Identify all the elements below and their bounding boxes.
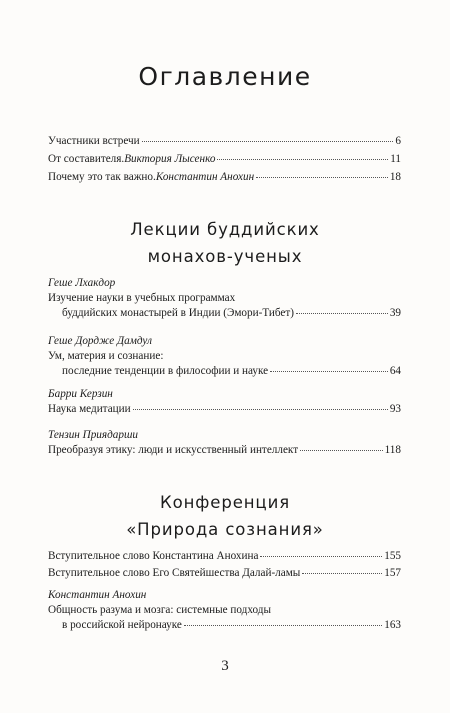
entry-page: 118 (384, 444, 401, 456)
entry-title-line: в российской нейронауке (62, 619, 182, 631)
entry-title-line: последние тенденции в философии и науке (62, 365, 269, 377)
entry-label: От составителя. (48, 153, 125, 165)
toc-entry-kerzin[interactable] (48, 387, 401, 417)
toc-entry-compiler[interactable] (48, 152, 401, 167)
entry-author: Виктория Лысенко (124, 153, 216, 165)
toc-entry-anokhin-opening[interactable] (48, 549, 401, 564)
section-heading-conference (0, 489, 450, 543)
entry-label: Участники встречи (48, 135, 140, 147)
entry-title-line: Вступительное слово Его Святейшества Далай-ламы (48, 567, 301, 579)
dot-leader (133, 409, 388, 410)
toc-entry-damdul[interactable] (48, 334, 401, 379)
section-heading-line: Конференция (159, 493, 291, 512)
section-heading-line: Лекции буддийских (130, 220, 320, 239)
dot-leader (217, 159, 388, 160)
dot-leader (270, 371, 388, 372)
entry-page: 39 (389, 307, 401, 319)
toc-entry-why-important[interactable] (48, 170, 401, 185)
toc-entry-anokhin-mind-brain[interactable] (48, 588, 401, 633)
entry-author: Константин Анохин (155, 171, 255, 183)
entry-page: 155 (384, 550, 401, 562)
dot-leader (296, 313, 388, 314)
entry-title-line: Общность разума и мозга: системные подходы (48, 604, 272, 616)
toc-entry-dalai-lama-opening[interactable] (48, 566, 401, 581)
entry-title-line: Наука медитации (48, 403, 131, 415)
section-heading-line: монахов-ученых (147, 247, 303, 266)
entry-author: Геше Дордже Дамдул (48, 335, 152, 347)
entry-page: 64 (389, 365, 401, 377)
page-number: 3 (221, 658, 229, 674)
section-heading-line: «Природа сознания» (126, 520, 324, 539)
toc-entry-lhakdor[interactable] (48, 276, 401, 321)
entry-title-line: Изучение науки в учебных программах (48, 292, 236, 304)
entry-author: Константин Анохин (48, 589, 147, 601)
entry-label: Почему это так важно. (48, 171, 156, 183)
dot-leader (142, 141, 394, 142)
dot-leader (256, 177, 388, 178)
dot-leader (302, 573, 382, 574)
entry-author: Геше Лхакдор (48, 277, 116, 289)
toc-entry-participants[interactable] (48, 134, 401, 149)
entry-page: 6 (395, 135, 401, 147)
toc-entry-priyadarshi[interactable] (48, 428, 401, 458)
entry-page: 157 (384, 567, 401, 579)
entry-title-line: Вступительное слово Константина Анохина (48, 550, 259, 562)
dot-leader (184, 625, 382, 626)
page-title: Оглавление (138, 62, 312, 91)
entry-author: Барри Керзин (48, 388, 113, 400)
entry-page: 11 (390, 153, 401, 165)
entry-title-line: Преобразуя этику: люди и искусственный интеллект (48, 444, 299, 456)
entry-page: 93 (389, 403, 401, 415)
entry-title-line: буддийских монастырей в Индии (Эмори-Тибет) (62, 307, 294, 319)
dot-leader (300, 450, 383, 451)
entry-author: Тензин Приядарши (48, 429, 138, 441)
entry-page: 163 (384, 619, 401, 631)
dot-leader (260, 556, 382, 557)
section-heading-lectures (0, 216, 450, 270)
entry-title-line: Ум, материя и сознание: (48, 350, 164, 362)
entry-page: 18 (389, 171, 401, 183)
